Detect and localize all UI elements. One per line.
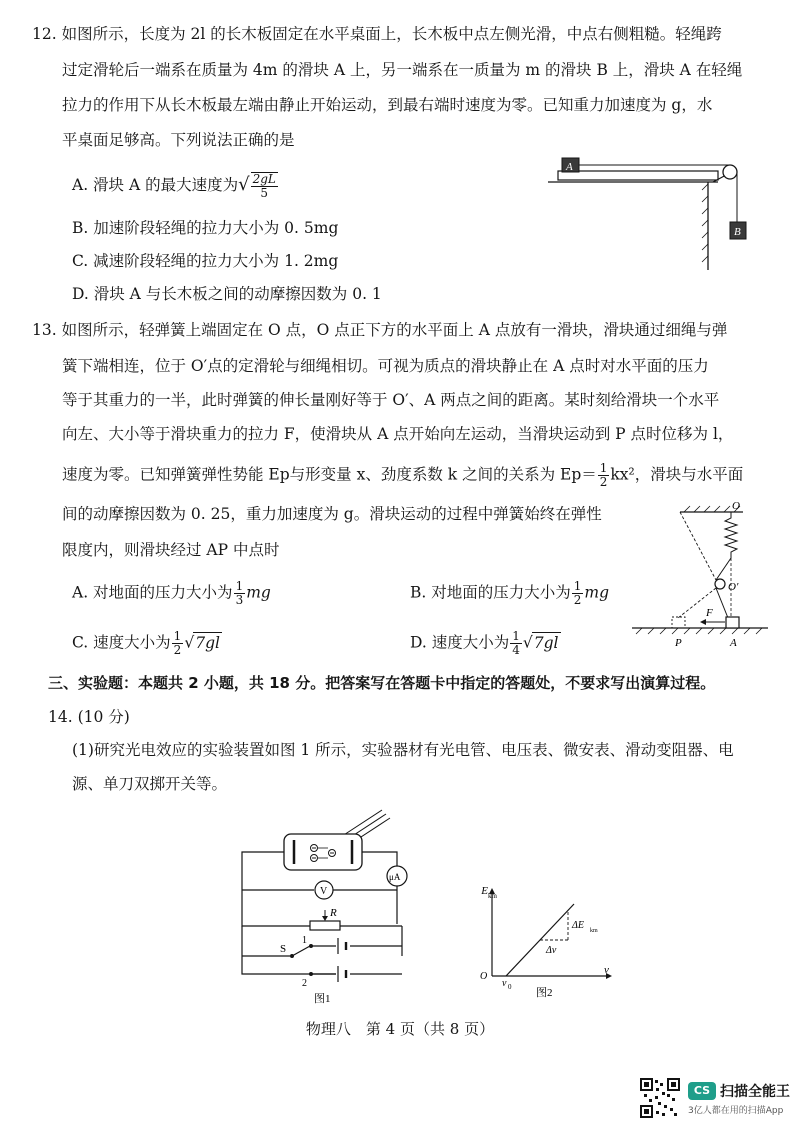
svg-text:km: km bbox=[590, 928, 598, 934]
point-a-label: A bbox=[730, 637, 737, 649]
rheostat-label: R bbox=[330, 907, 337, 919]
page-footer: 物理八 第 4 页（共 8 页） bbox=[305, 1020, 495, 1038]
q13-energy-fraction: $\frac{1}{2}$ bbox=[599, 461, 608, 489]
q14-part1-line-2: 源、单刀双掷开关等。 bbox=[72, 775, 228, 793]
q12-figure bbox=[548, 150, 758, 275]
q12-option-c: C. 减速阶段轻绳的拉力大小为 1. 2mg bbox=[72, 252, 339, 270]
q13-line-7: 限度内，则滑块经过 AP 中点时 bbox=[62, 541, 280, 559]
q13-line-6: 间的动摩擦因数为 0. 25，重力加速度为 g。滑块运动的过程中弹簧始终在弹性 bbox=[62, 505, 602, 523]
block-a-label: A bbox=[566, 161, 573, 173]
pulley-o-prime bbox=[715, 579, 725, 589]
q13-line-3: 等于其重力的一半，此时弹簧的伸长量刚好等于 O′、A 两点之间的距离。某时刻给滑块一个水平 bbox=[62, 391, 720, 409]
microammeter-label: μA bbox=[389, 872, 401, 882]
switch-s-label: S bbox=[280, 943, 287, 955]
q12-line-3: 拉力的作用下从长木板最左端由静止开始运动，到最右端时速度为零。已知重力加速度为 g，水 bbox=[62, 96, 713, 114]
figure-2-graph bbox=[472, 880, 622, 1000]
q13-option-d: D. 速度大小为 $\frac{1}{4}$ √7gl bbox=[410, 629, 559, 657]
rope bbox=[716, 588, 728, 618]
camscanner-tagline: 3亿人都在用的扫描App bbox=[688, 1106, 784, 1116]
q12-option-b: B. 加速阶段轻绳的拉力大小为 0. 5mg bbox=[72, 219, 339, 237]
q13-line-4: 向左、大小等于滑块重力的拉力 F，使滑块从 A 点开始向左运动，当滑块运动到 P 点时位移为 l， bbox=[62, 425, 734, 443]
q13-figure bbox=[628, 498, 778, 653]
q13-option-b: B. 对地面的压力大小为 $\frac{1}{2}$ mg bbox=[410, 579, 610, 607]
phototube bbox=[284, 834, 362, 870]
figure-2-caption: 图2 bbox=[536, 987, 553, 999]
point-p-label: P bbox=[675, 637, 682, 649]
q13-line-1: 13. 如图所示，轻弹簧上端固定在 O 点，O 点正下方的水平面上 A 点放有一滑块，滑块通过细绳与弹 bbox=[32, 321, 728, 339]
block-at-p bbox=[672, 617, 685, 628]
q12-line-4: 平桌面足够高。下列说法正确的是 bbox=[62, 131, 295, 149]
switch-position-1: 1 bbox=[302, 935, 307, 946]
point-o-prime-label: O′ bbox=[728, 581, 739, 593]
q13-option-a: A. 对地面的压力大小为 $\frac{1}{3}$ mg bbox=[72, 579, 271, 607]
q12-line-2: 过定滑轮后一端系在质量为 4m 的滑块 A 上，另一端系在一质量为 m 的滑块 B 上，滑块 A 在轻绳 bbox=[62, 61, 743, 79]
delta-nu-label: Δν bbox=[546, 945, 557, 956]
q12-line-1: 12. 如图所示，长度为 2l 的长木板固定在水平桌面上，长木板中点左侧光滑，中点右侧粗糙。轻绳跨 bbox=[32, 25, 722, 43]
figure-1-circuit bbox=[232, 806, 422, 1006]
x-axis-label: ν bbox=[604, 964, 609, 976]
figure-1-caption: 图1 bbox=[314, 993, 331, 1005]
y-axis-label: E bbox=[481, 885, 488, 897]
svg-text:0: 0 bbox=[508, 983, 512, 991]
force-f-label: F bbox=[706, 607, 713, 619]
spring bbox=[725, 512, 737, 558]
ground-hatching bbox=[636, 628, 762, 634]
pulley bbox=[723, 165, 737, 179]
q12-option-d: D. 滑块 A 与长木板之间的动摩擦因数为 0. 1 bbox=[72, 285, 382, 303]
q13-line-5: 速度为零。已知弹簧弹性势能 Ep与形变量 x、劲度系数 k 之间的关系为 Ep＝ $\frac{1}{2}$ kx²，滑块与水平面 bbox=[62, 461, 744, 489]
block-at-a bbox=[726, 617, 739, 628]
q12-option-a-fraction: $\frac{2gL}{5}$ bbox=[252, 172, 276, 200]
q13-option-c: C. 速度大小为 $\frac{1}{2}$ √7gl bbox=[72, 629, 220, 657]
voltmeter-label: V bbox=[320, 886, 328, 897]
q12-option-a: A. 滑块 A 的最大速度为√ $\frac{2gL}{5}$ bbox=[72, 172, 276, 200]
camscanner-logo-icon: CS bbox=[688, 1082, 716, 1100]
origin-label: O bbox=[480, 971, 488, 982]
switch-position-2: 2 bbox=[302, 978, 307, 989]
qr-code-icon bbox=[640, 1078, 680, 1118]
point-o-label: O bbox=[732, 500, 740, 512]
svg-text:km: km bbox=[488, 892, 497, 900]
camscanner-brand: 扫描全能王 bbox=[720, 1084, 790, 1100]
q14-part1-line-1: (1)研究光电效应的实验装置如图 1 所示，实验器材有光电管、电压表、微安表、滑动变阻器、电 bbox=[72, 741, 734, 759]
rheostat bbox=[310, 921, 340, 930]
q14-header: 14. (10 分) bbox=[48, 708, 130, 726]
table-hatching bbox=[702, 184, 708, 262]
long-board bbox=[558, 171, 718, 180]
delta-e-label: ΔE bbox=[572, 920, 584, 931]
switch-s bbox=[292, 946, 310, 956]
section-3-heading: 三、实验题：本题共 2 小题，共 18 分。把答案写在答题卡中指定的答题处，不要求写出演算过程。 bbox=[48, 674, 716, 692]
nu0-label: ν bbox=[502, 978, 507, 989]
block-b-label: B bbox=[734, 226, 741, 238]
q13-line-2: 簧下端相连，位于 O′点的定滑轮与细绳相切。可视为质点的滑块静止在 A 点时对水平面的压力 bbox=[62, 357, 709, 375]
